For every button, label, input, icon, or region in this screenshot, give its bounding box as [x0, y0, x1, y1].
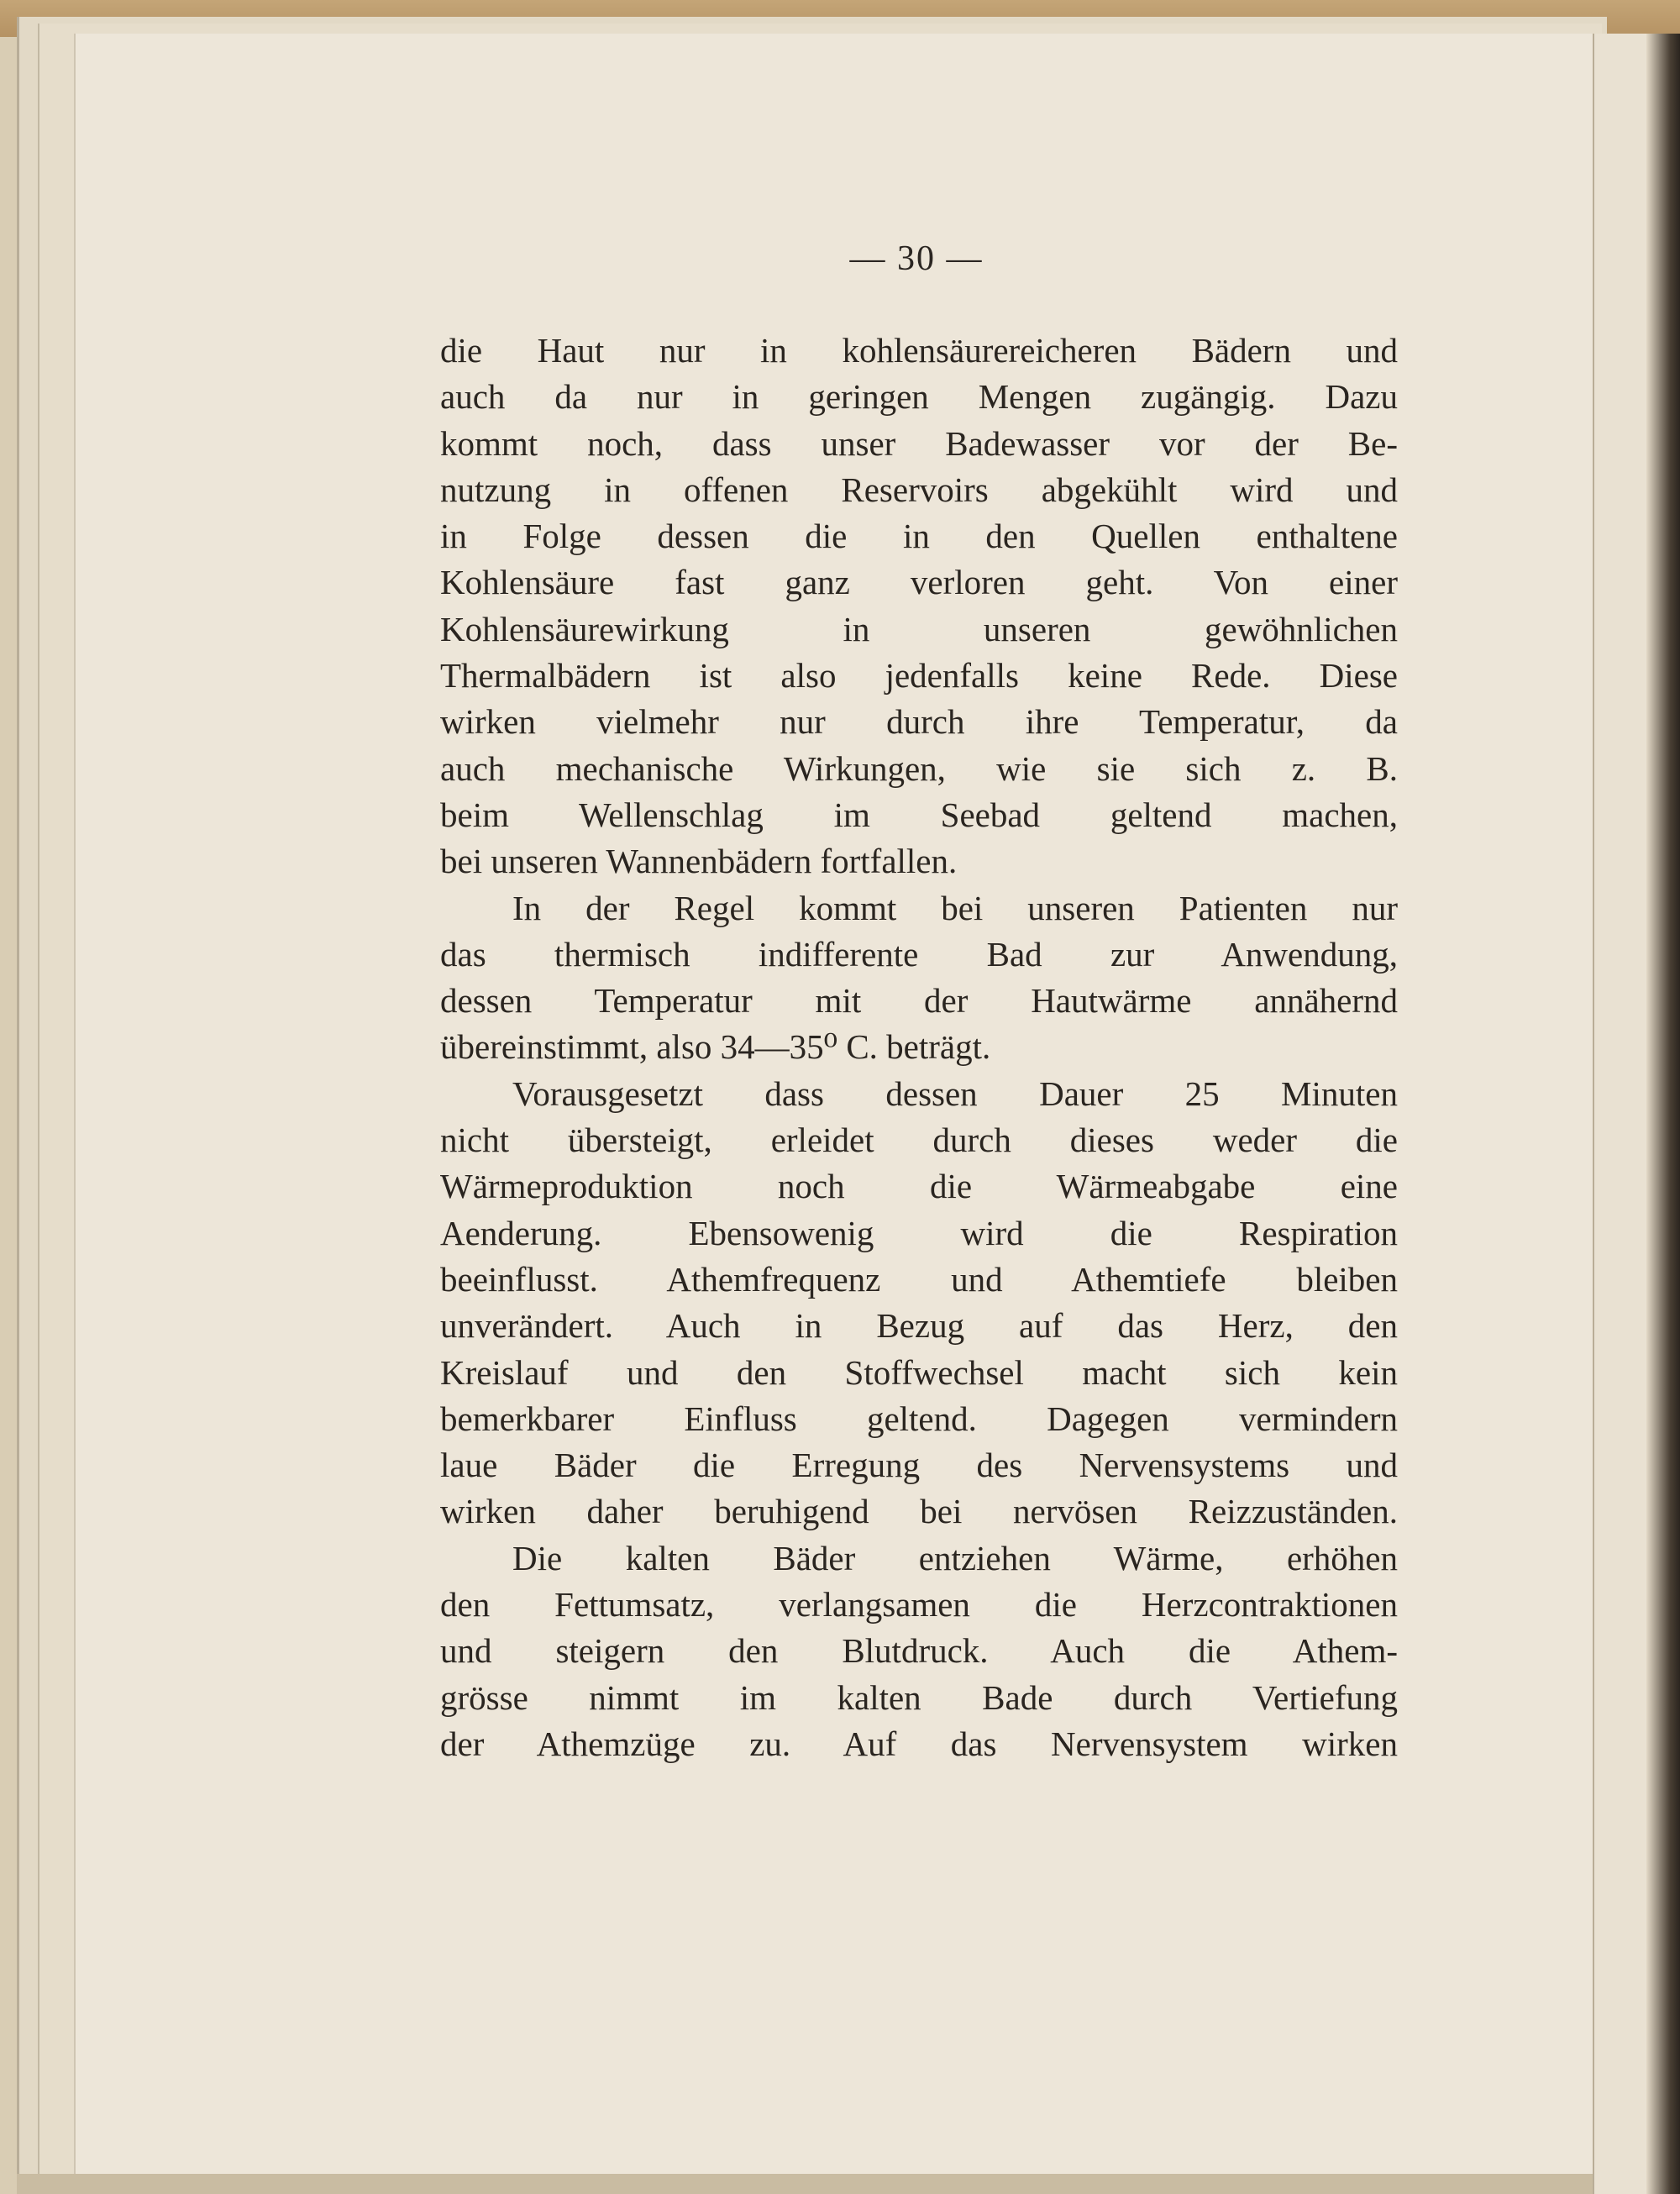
- text-line-content: Wärmeproduktion noch die Wärmeabgabe eine: [440, 1167, 1398, 1206]
- text-line-content: das thermisch indifferente Bad zur Anwendung,: [440, 934, 1398, 974]
- text-line: [440, 792, 1398, 838]
- text-line: [440, 1350, 1398, 1396]
- text-line-content: beeinflusst. Athemfrequenz und Athemtiefe bleiben: [440, 1259, 1398, 1299]
- text-line-content: Aenderung. Ebensowenig wird die Respiration: [440, 1213, 1398, 1252]
- text-line-content: nutzung in offenen Reservoirs abgekühlt wird und: [440, 470, 1398, 509]
- text-line: [440, 606, 1398, 653]
- text-line-content: bemerkbarer Einfluss geltend. Dagegen vermindern: [440, 1399, 1398, 1438]
- text-line: [440, 1535, 1398, 1582]
- text-line-content: übereinstimmt, also 34—35⁰ C. beträgt.: [440, 1027, 991, 1067]
- page-number: — 30 —: [849, 239, 984, 278]
- text-line: [440, 1582, 1398, 1628]
- text-line-content: beim Wellenschlag im Seebad geltend machen,: [440, 795, 1398, 834]
- text-line-content: grösse nimmt im kalten Bade durch Vertiefung: [440, 1677, 1398, 1717]
- book-spine-shadow: [1646, 34, 1680, 2194]
- text-line-content: In der Regel kommt bei unseren Patienten nur: [512, 888, 1398, 927]
- text-line: [440, 1257, 1398, 1303]
- text-line-content: bei unseren Wannenbädern fortfallen.: [440, 842, 958, 881]
- text-line-content: Vorausgesetzt dass dessen Dauer 25 Minuten: [512, 1073, 1398, 1113]
- text-line-content: Kreislauf und den Stoffwechsel macht sich kein: [440, 1352, 1398, 1392]
- body-text: [440, 328, 1398, 1767]
- text-line: [440, 1071, 1398, 1117]
- text-line-content: und steigern den Blutdruck. Auch die Athem-: [440, 1631, 1398, 1671]
- text-line: [440, 1675, 1398, 1721]
- text-line: [440, 885, 1398, 932]
- text-line: [440, 1163, 1398, 1210]
- text-line-content: nicht übersteigt, erleidet durch dieses weder die: [440, 1121, 1398, 1160]
- text-line-content: kommt noch, dass unser Badewasser vor der Be-: [440, 423, 1398, 463]
- text-line-content: dessen Temperatur mit der Hautwärme annähernd: [440, 981, 1398, 1021]
- text-line: [440, 1721, 1398, 1767]
- text-line: [440, 1628, 1398, 1674]
- text-line: [440, 374, 1398, 420]
- text-line: [440, 421, 1398, 467]
- text-line-content: die Haut nur in kohlensäurereicheren Bädern und: [440, 331, 1398, 370]
- text-line: [440, 838, 1398, 884]
- text-line: [440, 932, 1398, 978]
- text-line-content: auch mechanische Wirkungen, wie sie sich z. B.: [440, 748, 1398, 788]
- text-line: [440, 1117, 1398, 1163]
- text-line-content: den Fettumsatz, verlangsamen die Herzcontraktionen: [440, 1585, 1398, 1625]
- text-line: [440, 1442, 1398, 1488]
- text-line-content: wirken vielmehr nur durch ihre Temperatur, da: [440, 702, 1398, 742]
- text-line: [440, 1024, 1398, 1070]
- text-line: [440, 978, 1398, 1024]
- text-line-content: der Athemzüge zu. Auf das Nervensystem wirken: [440, 1724, 1398, 1763]
- text-line-content: wirken daher beruhigend bei nervösen Reizzuständen.: [440, 1492, 1398, 1531]
- text-line: [440, 1396, 1398, 1442]
- text-line-content: in Folge dessen die in den Quellen enthaltene: [440, 517, 1398, 556]
- text-line: [440, 1303, 1398, 1349]
- text-line: [440, 559, 1398, 606]
- text-line: [440, 467, 1398, 513]
- text-line-content: laue Bäder die Erregung des Nervensystems und: [440, 1446, 1398, 1485]
- text-line-content: Kohlensäure fast ganz verloren geht. Von einer: [440, 563, 1398, 602]
- text-line-content: Kohlensäurewirkung in unseren gewöhnlichen: [440, 609, 1398, 648]
- text-line-content: unverändert. Auch in Bezug auf das Herz, den: [440, 1306, 1398, 1346]
- text-line-content: Die kalten Bäder entziehen Wärme, erhöhen: [512, 1538, 1398, 1577]
- text-line: [440, 513, 1398, 559]
- text-line: [440, 328, 1398, 374]
- text-line: [440, 699, 1398, 745]
- page-bottom-edge: [17, 2174, 1604, 2194]
- text-line-content: Thermalbädern ist also jedenfalls keine Rede. Diese: [440, 656, 1398, 695]
- text-line: [440, 653, 1398, 699]
- text-line-content: auch da nur in geringen Mengen zugängig. Dazu: [440, 377, 1398, 417]
- text-line: [440, 746, 1398, 792]
- text-line: [440, 1210, 1398, 1257]
- text-line: [440, 1488, 1398, 1535]
